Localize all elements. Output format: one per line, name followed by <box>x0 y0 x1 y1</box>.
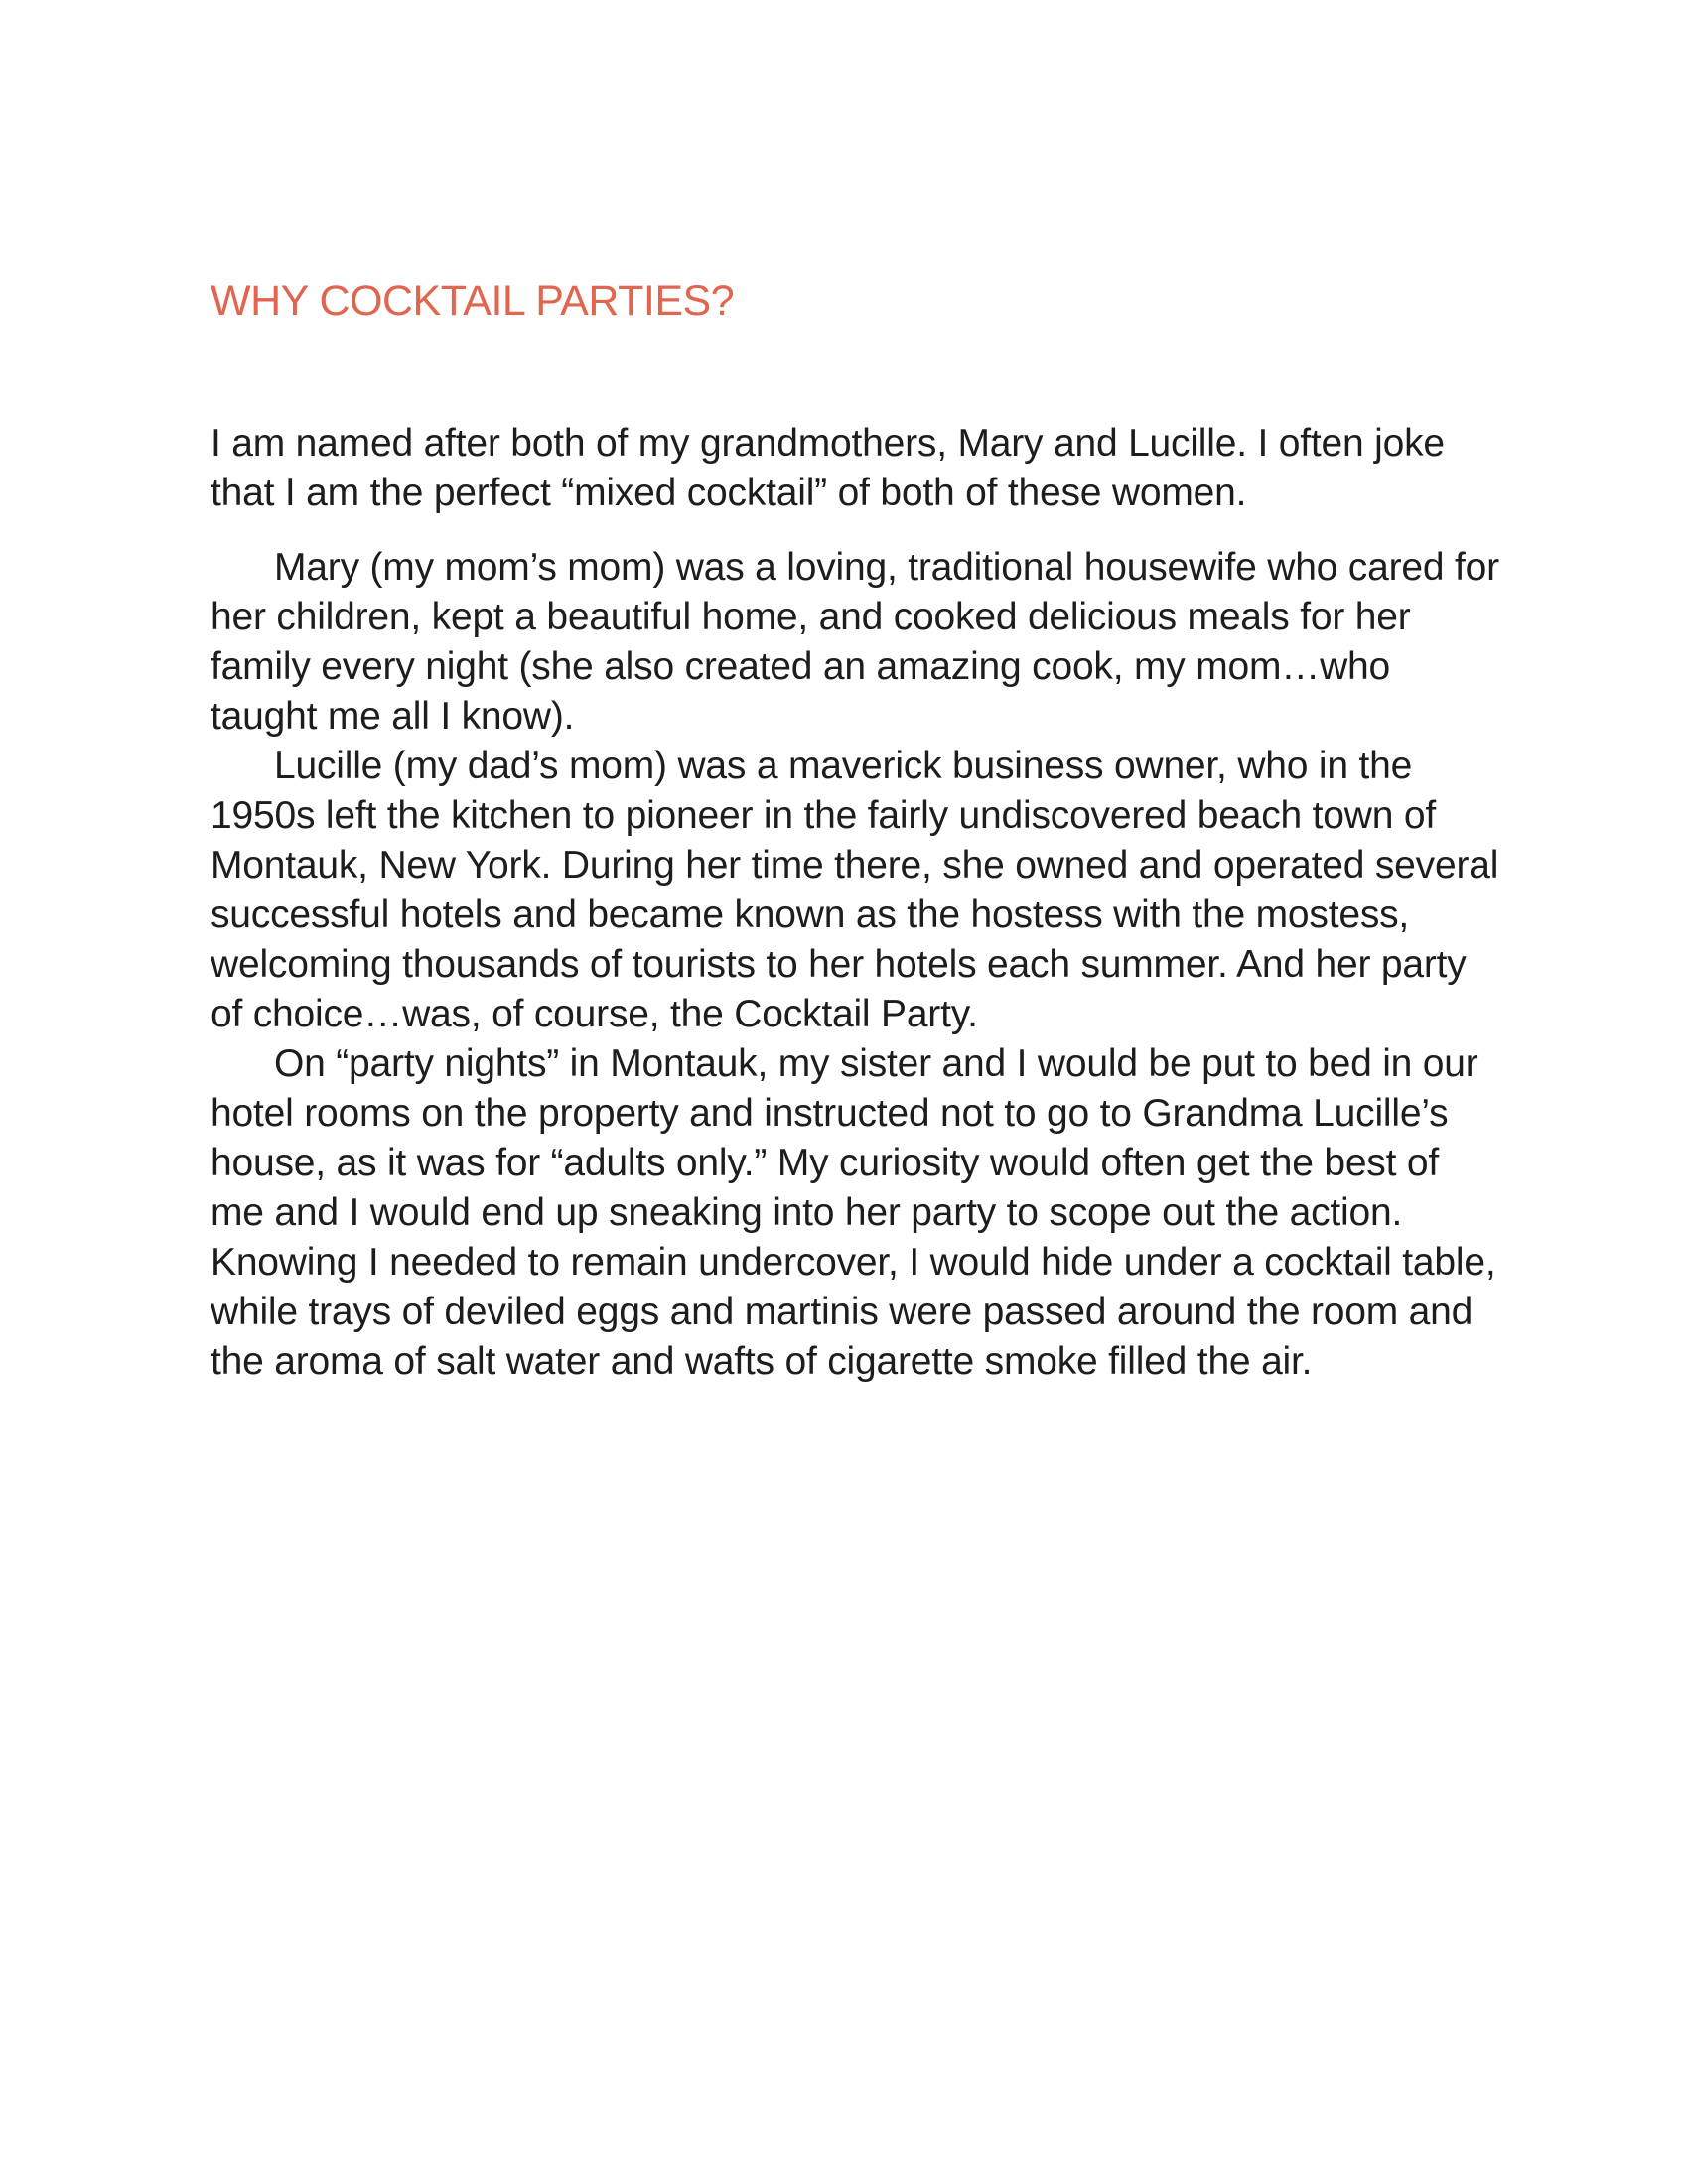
body-text <box>211 419 1501 1387</box>
paragraph-party-nights: On “party nights” in Montauk, my sister and I would be put to bed in our hotel rooms on the property and instructed not to go to Grandma Lucille’s house, as it was for “adults only.” My curiosity would often get the best of me and I would end up sneaking into her party to scope out the action. Knowing I needed to remain undercover, I would hide under a cocktail table, while trays of deviled eggs and martinis were passed around the room and the aroma of salt water and wafts of cigarette smoke filled the air. <box>211 1042 1496 1383</box>
paragraph-intro: I am named after both of my grandmothers, Mary and Lucille. I often joke that I am the perfect “mixed cocktail” of both of these women. <box>211 422 1445 514</box>
paragraph-mary: Mary (my mom’s mom) was a loving, traditional housewife who cared for her children, kept a beautiful home, and cooked delicious meals for her family every night (she also created an amazing cook, my mom…who taught me all I know). <box>211 546 1499 738</box>
chapter-title: WHY COCKTAIL PARTIES? <box>211 277 735 325</box>
paragraph-lucille: Lucille (my dad’s mom) was a maverick business owner, who in the 1950s left the kitchen to pioneer in the fairly undiscovered beach town of Montauk, New York. During her time there, she owned and operated several successful hotels and became known as the hostess with the mostess, welcoming thousands of tourists to her hotels each summer. And her party of choice…was, of course, the Cocktail Party. <box>211 745 1499 1035</box>
